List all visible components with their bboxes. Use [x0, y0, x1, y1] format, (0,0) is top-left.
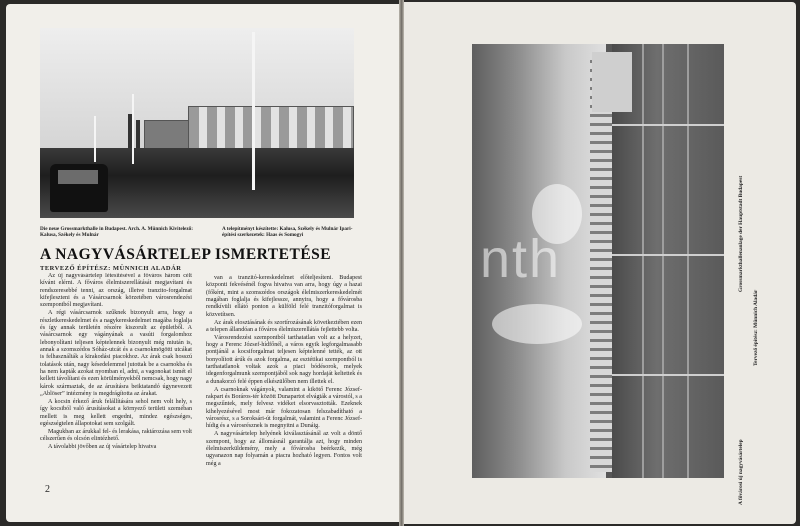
vintage-car	[50, 164, 108, 212]
article-title: A NAGYVÁSÁRTELEP ISMERTETÉSE	[40, 246, 332, 263]
road	[612, 374, 724, 376]
lamp-pole	[132, 94, 134, 164]
rail-track	[687, 44, 689, 478]
vertical-caption-architect: Tervező építész: Münnich Aladár	[753, 289, 759, 366]
road	[612, 124, 724, 126]
rail-track	[662, 44, 664, 478]
rail-track	[642, 44, 644, 478]
lamp-pole	[94, 116, 96, 162]
paragraph: Városrendezési szempontból tarthatatlan volt az a helyzet, hogy a Ferenc József-hídfőnél, a város egyik legforgalmasabb pontjánál a kocsiforgalmat teljesen képtelenné tették, az ott bonyolított árúk és azok forgalma, az esztétikai szempontból is tarthatatlanok voltak azok a piaci bódésorok, melyek idegenforgalmunk szempontjából sok nagy hordaját keltettek és a dunakorzó felé éppen elkészülőben nem illettek el.	[206, 334, 362, 385]
paragraph: Az árak elosztásának és szortírozásának következtében ezen a telepen állandóan a főváros élelmiszerellátás fejlettebb volta.	[206, 319, 362, 333]
page-number: 2	[45, 484, 50, 495]
watermark: nth	[480, 229, 562, 289]
market-hall-photo	[40, 28, 354, 218]
text-column-1	[40, 273, 192, 498]
paragraph: A távolabbi jövőben az új vásártelep hivatva	[48, 443, 157, 450]
paragraph: A kocsin érkező áruk felállítására sehol nem volt hely, s így kocsiból való árusításokat a környező területi szeméban mellett is meg kellett engedni, mindez egészséges, egészségtelen állapotokat sem szolgált.	[40, 398, 192, 427]
paragraph: A csarnoknak vágányok, valamint a kikötő Ferenc József-rakpart és Boráros-tér között Dunapartot elvágták a várostól, s a megszűntek, mely felvesz vidéket elsorvasztották. Ezeknek kihelyezésével most már fokozatosan felszabadítható a városrész, s a Soroksári-út forgalmát, valamint a Ferenc József-hídig és a városrésznek is megnyitni a Dunáig.	[206, 386, 362, 430]
road	[612, 254, 724, 256]
vertical-caption-german: Grossmarkthallenanlage der Hauptstadt Budapest	[738, 175, 744, 292]
text-column-2	[206, 240, 362, 510]
vertical-caption-hungarian: A fővárosi új nagyvásártelep	[738, 439, 744, 505]
paragraph: A nagyvásártelep helyének kiválasztásánál az volt a döntő szempont, hogy az állomásnál garantálja azt, hogy minden élelmiszerküldemény, mely a fővárosba beérkezik, még ugyanazon nap folyamán a piacra hozható legyen. Fontos volt még a	[206, 431, 362, 467]
hall-building	[590, 54, 612, 472]
article-subtitle: TERVEZŐ ÉPÍTÉSZ: MÜNNICH ALADÁR	[40, 265, 182, 272]
photo-caption-left: Die neue Grossmarkthalle in Budapest. Arch. A. Münnich Kivitelező: Kalusa, Székely és Mulnár	[40, 226, 193, 239]
lamp-pole	[252, 32, 255, 190]
hall-building	[188, 106, 354, 152]
paragraph: A régi vásárcsarnok szűknek bizonyult arra, hogy a részletkereskedelmet és a nagykereskedelmet magába foglalja és így annak területén részére kiszorult az épületből. A vásárcsarnok egy vágányának a vasúti forgalomhoz lebonyolítani teljesen képtelennek bizonyult még miután is, annak a szomszédos Sóház-utcát és a csarnokmögötti utcákat is felhasználták a kirakodási piacokhoz. Az árak csak hosszú tolatások után, nagy késedelemmel jutottak be a csarnokba és ha nem kapták azokat nyomban el, adni, a vagonokat ismét el kellett távolítani és ezen körülményekből nemcsak, hogy nagy károk származtak, de az árusításra beiktatandó úgynevezett „Ablöser” intézmény is megdrágította az árakat.	[40, 310, 192, 397]
paragraph: van a tranzitó-kereskedelmet előteljesíteni. Budapest központi fekvésénél fogva hivatva van arra, hogy úgy a hazai (főként, mint a szomszédos országok élelmiszerkereskedelmét magában foglalja és kifejlessze, annyira, hogy a fővárosba rendkívüli ellátó ponton a külföld felé tranzitóforgalmat is közvetítsen.	[206, 275, 362, 318]
paragraph: Az új nagyvásártelep létesítésével a főváros három célt kívánt elérni. A főváros élelmiszerellátását megjavítani és rendszeresebbé tenni, az ország, illetve tranzito-forgalmat kifejleszteni és a Vásárcsarnok körzetében városrendezési szempontból megjavítani.	[40, 273, 192, 309]
cloud	[492, 304, 582, 344]
hall-building-end	[592, 52, 632, 112]
paragraph: Magukban az árukkal fel- és lerakása, raktározása sem volt célszerűen és olcsón elintézhető.	[40, 428, 192, 443]
photo-caption-right: A telepítményt készítette: Kalusa, Székely és Mulnár Ipari-építési szerkezetek: Haas és Somogyi	[222, 226, 353, 239]
